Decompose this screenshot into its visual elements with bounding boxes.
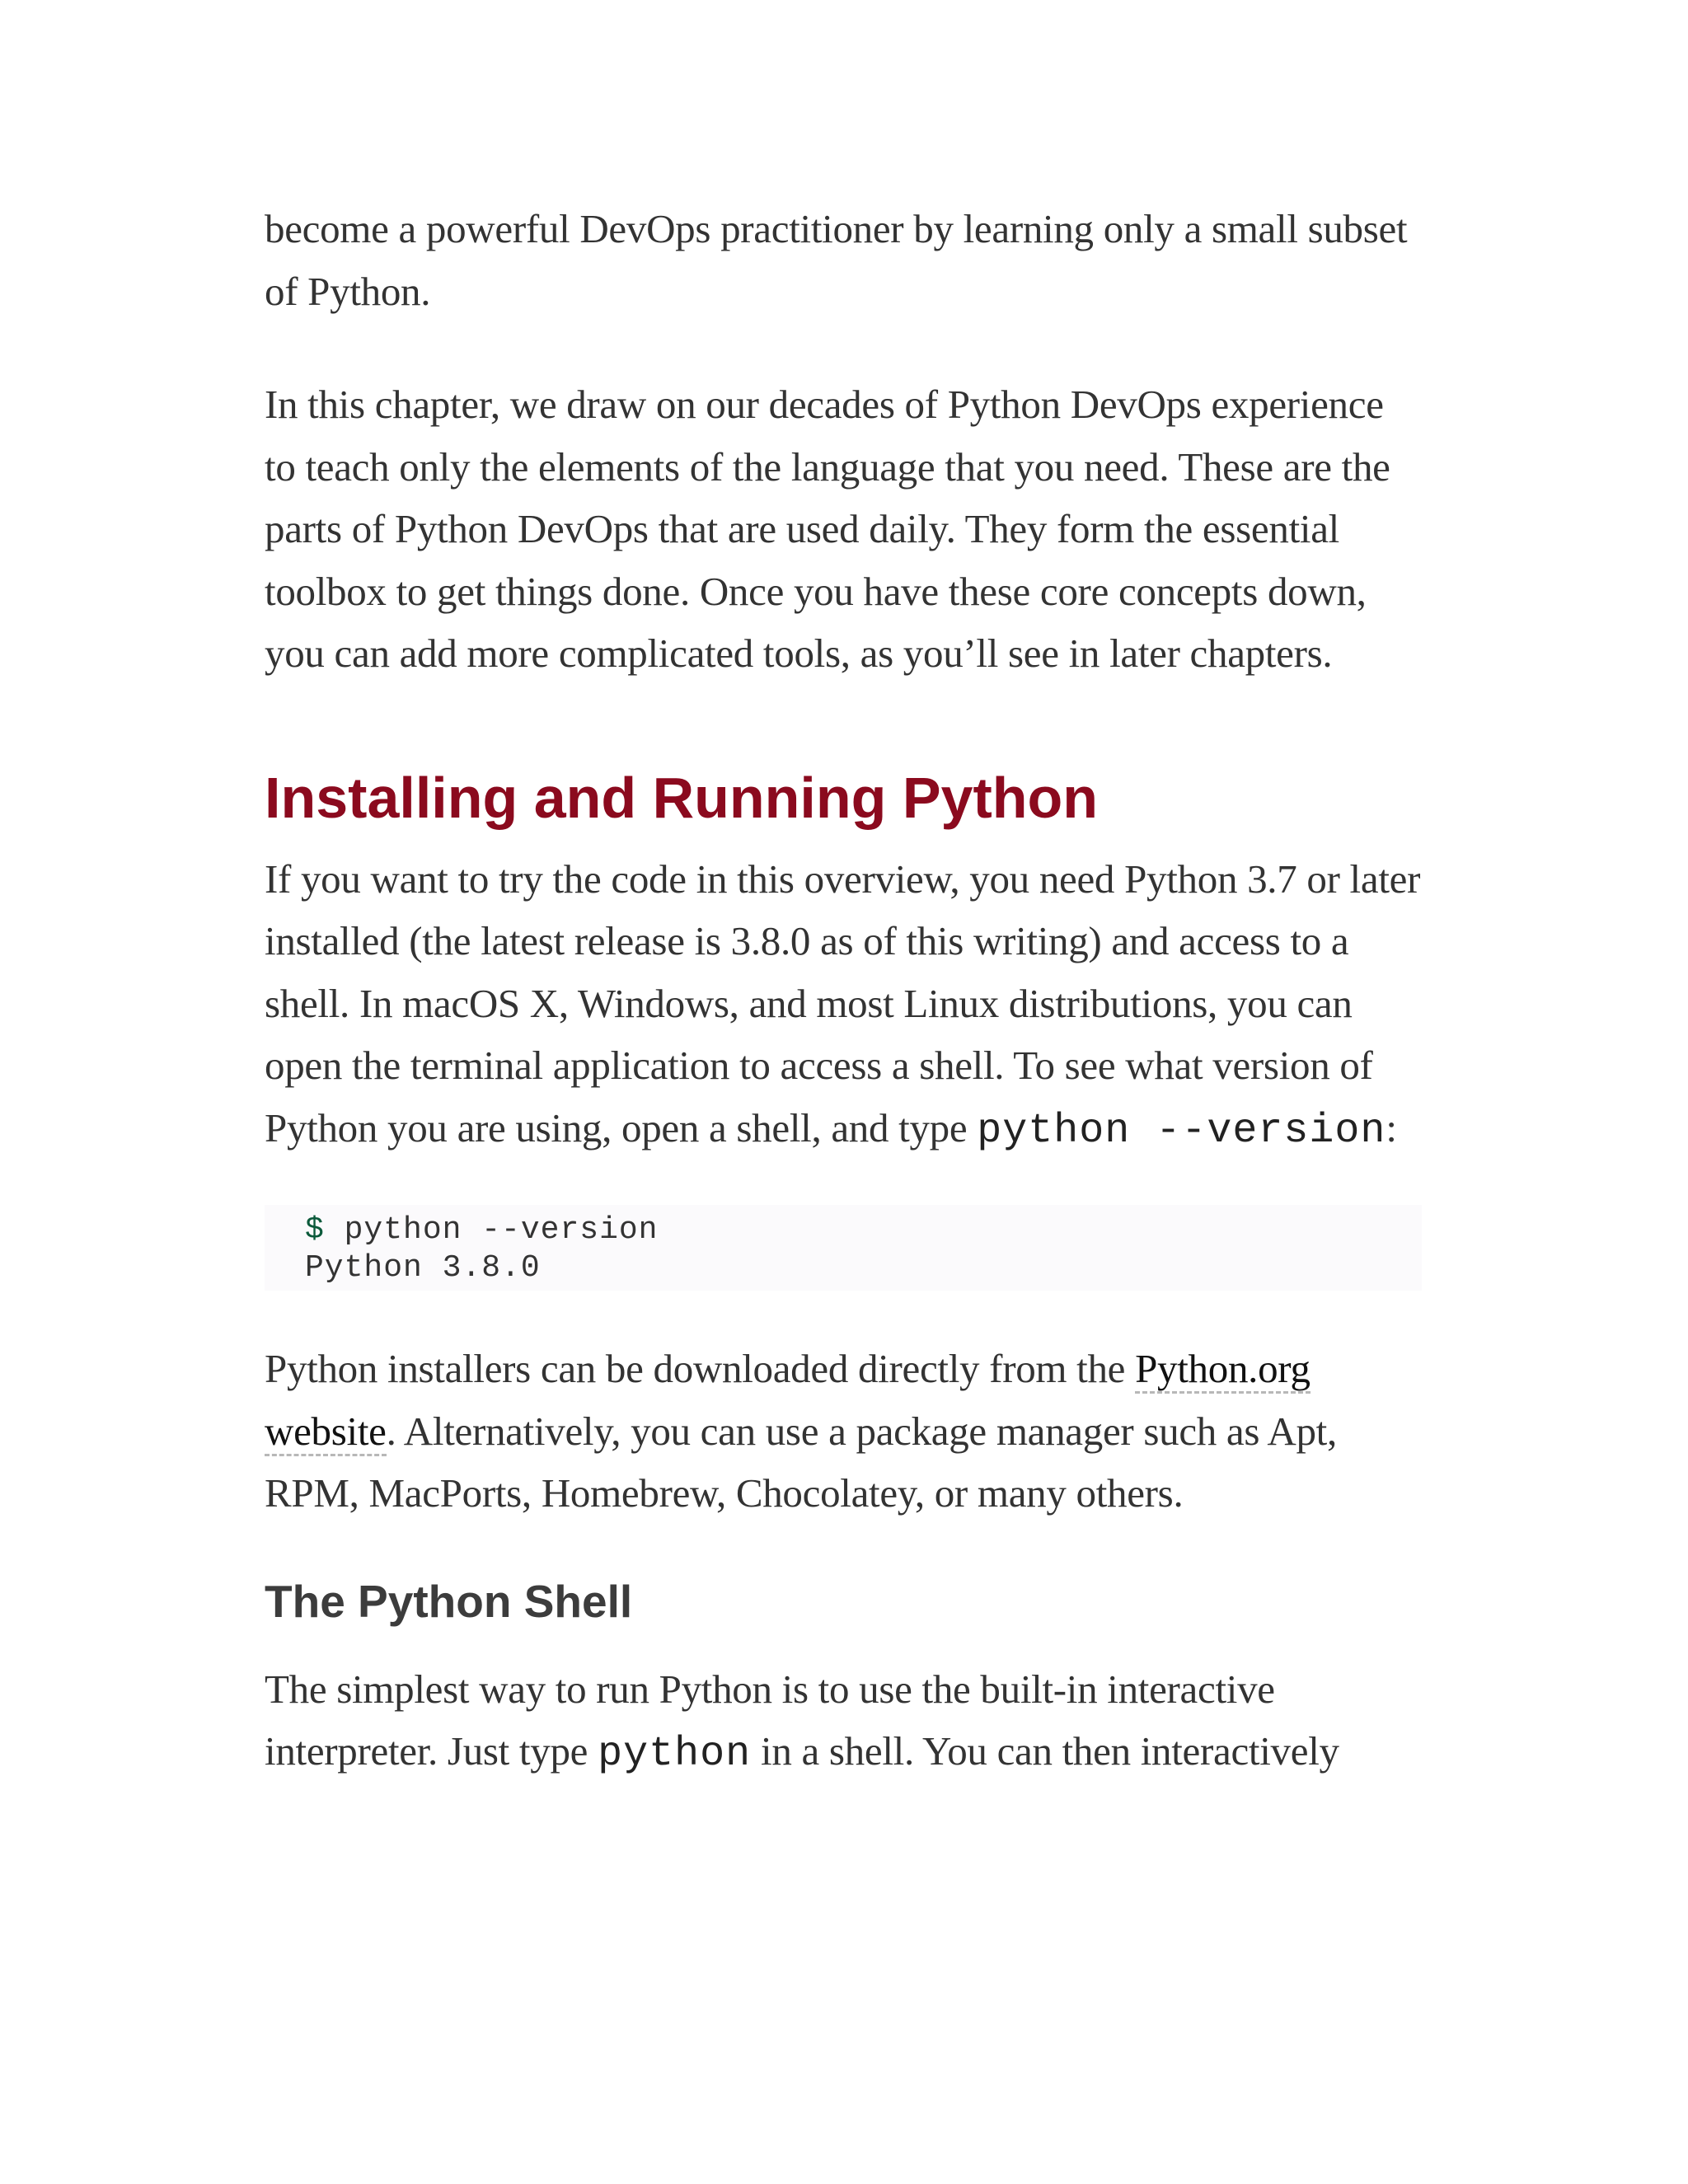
paragraph-chapter-overview: In this chapter, we draw on our decades of Python DevOps experience to teach only the elements of the language that you need. These are the parts of Python DevOps that are used daily. They form the essential toolbox to get things done. Once you have these core concepts down, you can add more complicated tools, as you’ll see in later chapters. bbox=[265, 382, 1390, 676]
inline-code-python: python bbox=[598, 1731, 752, 1778]
page-content bbox=[265, 198, 1422, 1786]
paragraph-text-after-link: . Alternatively, you can use a package manager such as Apt, RPM, MacPorts, Homebrew, Chocolatey, or many others. bbox=[265, 1408, 1337, 1516]
paragraph-text: If you want to try the code in this overview, you need Python 3.7 or later installed (the latest release is 3.8.0 as of this writing) and access to a shell. In macOS X, Windows, and most Linux distributions, you can open the terminal application to access a shell. To see what version of Python you are using, open a shell, and type bbox=[265, 855, 1421, 1151]
code-command: python --version bbox=[324, 1212, 659, 1248]
paragraph-installers bbox=[265, 1338, 1422, 1525]
paragraph-text-end: : bbox=[1386, 1104, 1397, 1151]
paragraph-python-shell bbox=[265, 1658, 1422, 1786]
heading-installing-running-python: Installing and Running Python bbox=[265, 765, 1099, 830]
paragraph-text: The simplest way to run Python is to use the built-in interactive interpreter. Just type bbox=[265, 1666, 1275, 1774]
python-org-website-link[interactable]: Python.org website bbox=[265, 1346, 1311, 1456]
code-line-output: Python 3.8.0 bbox=[305, 1250, 541, 1286]
shell-prompt: $ bbox=[305, 1212, 325, 1248]
inline-code-python-version: python --version bbox=[977, 1107, 1386, 1155]
code-block bbox=[265, 1205, 1422, 1291]
paragraph-text-after-code: in a shell. You can then interactively bbox=[751, 1728, 1339, 1774]
paragraph-python-requirements bbox=[265, 848, 1422, 1163]
paragraph-text: Python installers can be downloaded directly from the bbox=[265, 1346, 1136, 1391]
code-line-command bbox=[305, 1212, 1422, 1249]
heading-python-shell: The Python Shell bbox=[265, 1575, 633, 1627]
paragraph-intro-continued: become a powerful DevOps practitioner by learning only a small subset of Python. bbox=[265, 206, 1408, 314]
